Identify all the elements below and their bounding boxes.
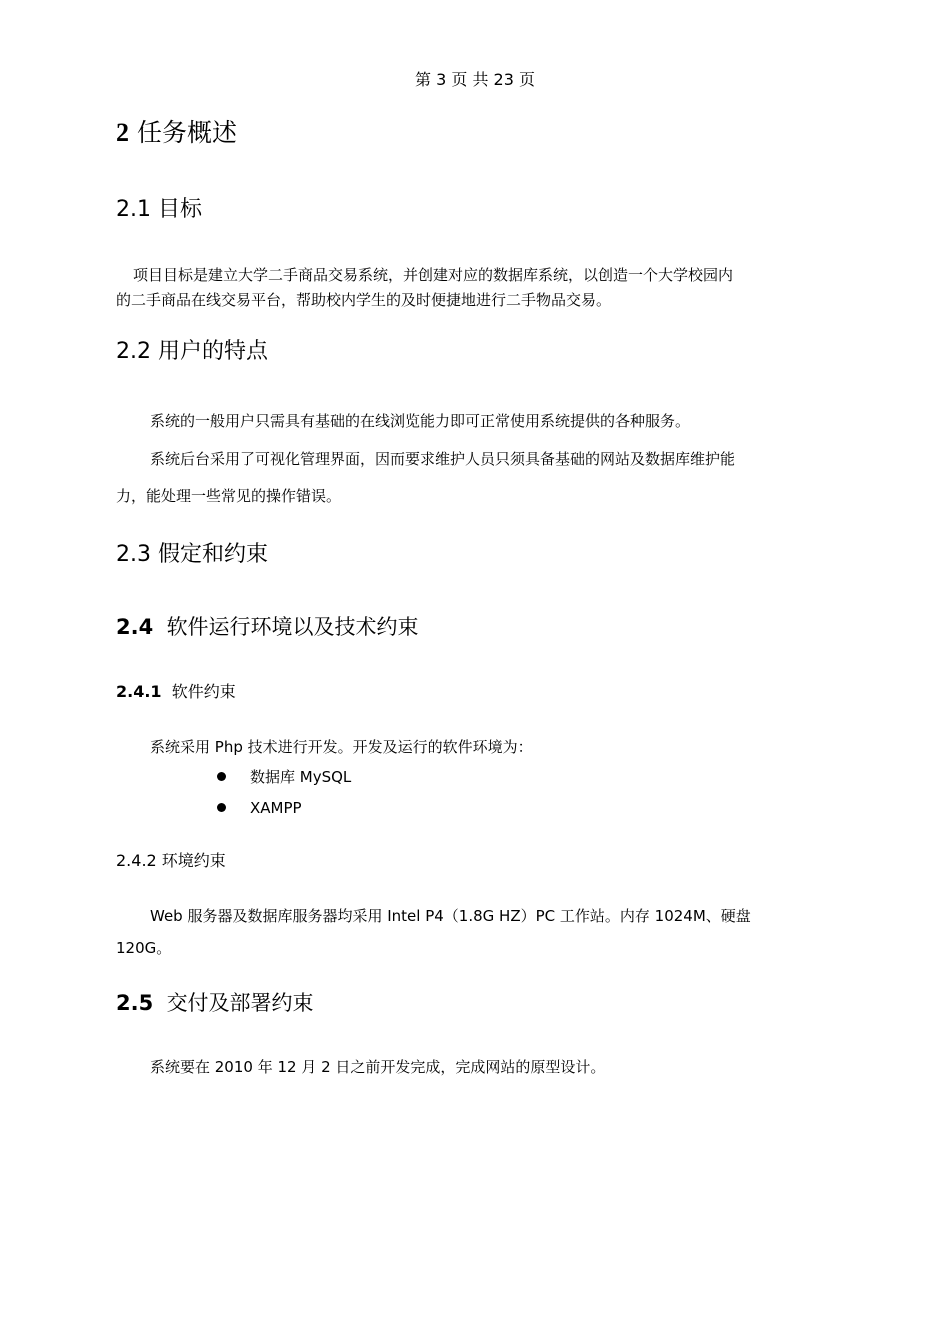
section-2-2-para2-line1: 系统后台采用了可视化管理界面，因而要求维护人员只须具备基础的网站及数据库维护能 — [150, 450, 736, 468]
bullet-item-xampp: XAMPP — [250, 799, 302, 817]
section-2-4-heading — [116, 612, 419, 642]
section-2-5-heading — [116, 988, 314, 1018]
section-2-4-2-para-line1: Web 服务器及数据库服务器均采用 Intel P4（1.8G HZ）PC 工作站。内存 1024M、硬盘 — [150, 907, 751, 925]
section-2-4-1-title: 软件约束 — [171, 682, 236, 701]
section-2-5-para: 系统要在 2010 年 12 月 2 日之前开发完成，完成网站的原型设计。 — [150, 1058, 606, 1076]
section-2-4-1-heading — [116, 681, 236, 703]
section-2-4-1-intro: 系统采用 Php 技术进行开发。开发及运行的软件环境为： — [150, 738, 533, 756]
section-2-4-title: 软件运行环境以及技术约束 — [166, 615, 419, 639]
section-2-5-title: 交付及部署约束 — [166, 991, 314, 1015]
section-2-number: 2 — [116, 118, 129, 147]
section-2-1-para-line1: 项目目标是建立大学二手商品交易系统，并创建对应的数据库系统，以创造一个大学校园内 — [133, 266, 734, 284]
section-2-4-2-heading: 2.4.2 环境约束 — [116, 851, 226, 870]
bullet-dot-icon — [217, 803, 226, 812]
bullet-dot-icon — [217, 772, 226, 781]
section-2-5-number: 2.5 — [116, 991, 154, 1015]
page-header: 第 3 页 共 23 页 — [415, 70, 535, 89]
section-2-1-heading: 2.1 目标 — [116, 197, 202, 222]
bullet-item-database: 数据库 MySQL — [250, 768, 352, 786]
section-2-heading — [116, 115, 237, 151]
section-2-4-1-number: 2.4.1 — [116, 682, 162, 701]
section-2-2-heading: 2.2 用户的特点 — [116, 339, 268, 364]
section-2-1-para-line2: 的二手商品在线交易平台，帮助校内学生的及时便捷地进行二手物品交易。 — [116, 291, 612, 309]
section-2-4-number: 2.4 — [116, 615, 154, 639]
section-2-2-para1: 系统的一般用户只需具有基础的在线浏览能力即可正常使用系统提供的各种服务。 — [150, 412, 691, 430]
section-2-3-heading: 2.3 假定和约束 — [116, 542, 268, 567]
section-2-title: 任务概述 — [136, 118, 237, 147]
section-2-2-para2-line2: 力，能处理一些常见的操作错误。 — [116, 487, 342, 505]
section-2-4-2-para-line2: 120G。 — [116, 939, 172, 957]
